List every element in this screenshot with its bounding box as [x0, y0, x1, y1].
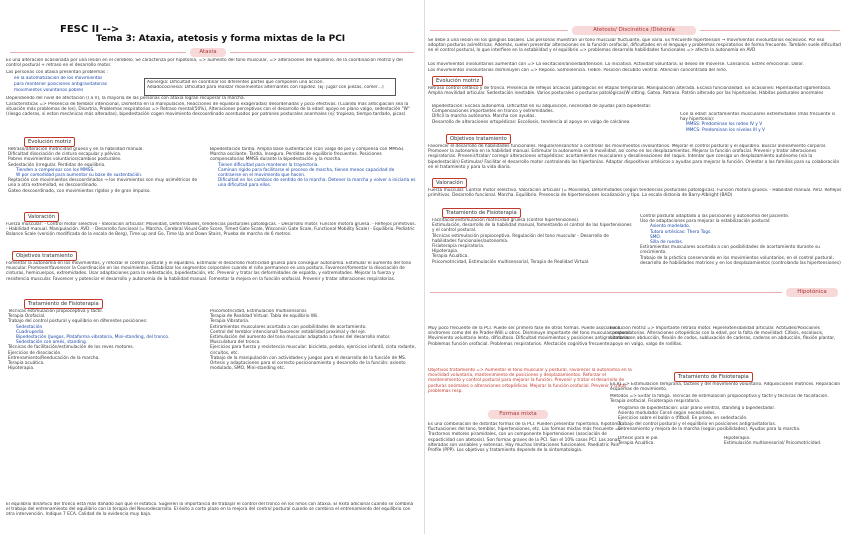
trat-item: Hipoterapia.	[8, 366, 35, 372]
evol-subitem: Dificultad en los cambios de sentido de la marcha. Detener la marcha y volver a iniciarla es una dificultad para ellos.	[218, 178, 416, 189]
section-rule	[230, 52, 414, 53]
evol-subitem: W por comodidad para aumentar su base de sustentación.	[16, 173, 143, 179]
tratamiento-header: Tratamiento de Fisioterapia	[24, 299, 103, 309]
trat-item: Fisioterapia respiratoria.	[432, 244, 485, 250]
atetosis-intro: Se debe a una lesión en los ganglios basales. Las personas muestran un tono muscular fluctuante, que varía. Es frecuente hipertensión → movimientos involuntarios excesivos. Por eso adoptan posturas asimétricas. Además, suelen presentar alteraciones en la función orofacial, dificultades en el lenguaje y problemas respiratorios de forma frecuente. También suele dificultad en el control postural, lo que interfiere en la estabilidad y el equilibrio => problemas desarrollo habilidades funcionales => afecta la autonomía en AVD	[428, 38, 841, 54]
tratamiento-right-list	[640, 214, 842, 278]
hipotonica-trat-bottom-right	[724, 436, 842, 448]
trat-item: Facilitación/estimulación motricidad gruesa (control hipertensiones).	[432, 218, 580, 223]
trat-item: Estimulación, desarrollo de la habilidad manual, fomentando el control de las hipertensiones y el control postural.	[432, 223, 632, 234]
asinergia-def: Asinergia: Dificultad en coordinar los diferentes partes que componen una acción.	[147, 80, 324, 85]
trat-item: Ortesis y adaptaciones para el correcto posicionamiento y desarrollo de la función: asiento modulado, SMO, Mini-standing etc.	[210, 361, 406, 372]
hipotonica-intro: Muy poco frecuente de la PCI. Puede ser primero fase de otros formas. Puede asociarse a síndromes como del de Prader-Willi u otros. Disminuye importante del tono muscular postural. Movimiento voluntario lento, dificultoso. Dificultad movimientos y posiciones antigravitatorias. Problemas función orofacial. Problemas respiratorios. Afectación cognitiva frecuente.	[428, 326, 632, 347]
ataxia-intro: Es una alteración ocasionada por una lesión en el cerebelo. Se caracteriza por hipotonía, => aumento del tono muscular, => alteraciones del equilibrio, de la coordinación motriz y del control postural + retraso en el desarrollo motor.	[6, 58, 403, 69]
trat-item: Trabajo de la práctica conservando en los movimientos voluntarios, en el control postural, desarrollo de habilidades motrices y en los desplazamientos (controlando las hipertensiones)	[640, 255, 841, 266]
hipotonica-trat-metodos: Métodos => Evitar la fatiga. Técnicas de estimulación propioceptiva y táctil y técnicas de facilitación. Terapia orofacial. Fisioterapia respiratoria.	[610, 394, 829, 404]
trat-item: Psicomotricidad, Estimulación multisensorial.	[210, 309, 308, 314]
tratamiento-header: Tratamiento de Fisioterapia	[442, 208, 521, 218]
definitions-box	[144, 78, 396, 96]
evol-subitem: Tienden a compensar con los MMSS.	[16, 167, 95, 173]
trat-item: Ejercicios sobre el balón o (fitball. En prono, en sedestación.	[618, 416, 748, 422]
tratamiento-left-list	[432, 218, 632, 280]
trat-item: Trabajo de la manipulación con actividades y juegos para el desarrollo de la función de MS.	[210, 355, 407, 361]
trat-subitem: Bipedestación (Juegos, Plataforma vibratoria, Mini-standing, del tronco.	[16, 335, 170, 341]
trat-item: Estiramientos musculares acortada a con posibilidades de acortamiento.	[210, 324, 367, 330]
trat-item: Entrenamiento y mejora de la marcha (según posibilidades). Ayudas para la marcha.	[618, 426, 801, 432]
trat-item: Técnicas de facilitación/estimulación de los reves motores.	[8, 345, 135, 351]
trat-item: Trabajo del control postural y el equilibrio en posiciones antigravitatorias.	[618, 421, 777, 427]
valoracion-header: Valoración	[432, 178, 467, 188]
trat-item: Técnicas estimulación propioceptiva y táctil.	[8, 309, 103, 314]
trat-item: Estiramientos musculares acortada a con posibilidades de acortamiento durante su crecimiento.	[640, 245, 820, 256]
ataxia-pill: Ataxia	[190, 48, 226, 57]
evol-item: Retraso/alteración motricidad gruesa y en la habilidad manual.	[8, 147, 144, 152]
trat-item: Terapia Acuática.	[432, 254, 469, 260]
trat-item: Hipoterapia.	[432, 249, 459, 255]
valoracion-header: Valoración	[24, 212, 59, 222]
evol-item: Marcha oscilante. Tardía. Insegura. Perdidas de equilibrio frecuentes. Posiciones compensatorias MMSS durante la bipedestación y la marcha.	[210, 152, 382, 163]
hipotonica-evolucion: Evolución motriz => Importante retraso motor. Hiperextensibilidad articular. Actitudes/Posiciones compensatorias. Alteraciones ortopédicas con la edad, por la falta de movilidad: Cifosis, escoliosis, hombros en abducción, flexión de codos, subluxación de caderas, caderas en abducción, flexión plantar, apoyo en valgo, valgo de rodillas.	[610, 326, 836, 347]
evolucion-left-list	[8, 147, 204, 209]
formas-text: Es una combinación de distintas formas de la PCI. Pueden presentar hipertonía, hipotonía, fluctuaciones del tono, temblor, hipertensiones, etc. Las formas mixtas más frecuente => Trastornos motores piramidales, con un componente hipertensiones (asociación de espasticidad con atetosis). Son formas graves de la PCI. Son el 10% casos PCI. Las zonas alteradas son variables y extensas. Hay muchas limitaciones funcionales. Paediatric Pain Profile (PPP). Los objetivos y tratamiento depende de la sintomatología.	[428, 422, 623, 454]
evol-item: Pobres movimientos voluntarios/cambios posturales.	[8, 157, 122, 163]
section-rule	[430, 292, 782, 293]
hipotonica-trat-bottom-left	[618, 436, 718, 448]
section-rule	[10, 52, 186, 53]
trat-subitem: Cuadrupedia	[16, 329, 44, 335]
trat-item: Terapia acuática.	[8, 361, 45, 367]
trat-item: Programa de bipedestación: usar plano ventral, standing o bipedestador.	[618, 406, 776, 411]
evol-item: Con la edad: acortamientos musculares extremidades (más frecuente si hay hipertonía):	[680, 112, 836, 123]
objetivos-header: Objetivos tratamiento	[12, 251, 77, 261]
section-rule	[430, 30, 568, 31]
evolucion-left-list	[432, 104, 672, 132]
evol-subitem: MMCS: Predominan los niveles III y V	[686, 127, 765, 132]
valoracion-text: Fuerza muscular: - Control motor selectivo - Valoración articular: Movilidad, Deformidades, tendencias posturales patológicas. - Desarrollo motor. Función motora gruesa. - Reflejos primitivos. - Habilidad manual. Manipulación. AVD. - Desarrollo funcional (= Marcha, Cerebral Visual Gate Score, Timed Gate Scale, Wisconsin Gate Scale, Functional Mobility Scale) - Equilibrio. Pediatric Balance Scale (versión modificada de la escala de Berg), Time up and Go, Time Up and Down Stairs, Prueba de marcha de 6 metros.	[6, 222, 416, 238]
evol-item: Desarrollo de alteraciones ortopédicas: Escoliosis, tendencia al apoyo en valgo de calcáneo.	[432, 119, 631, 125]
evol-item: Reptación con movimientos descoordinados → los movimientos son muy asimétricos de una a otra extremidad, es descoordinado.	[8, 178, 198, 189]
evolucion-header: Evolución motriz	[432, 76, 483, 86]
trat-item: Ejercicios para fuerza y resistencia muscular: bicicleta, pedalo, ejercicios infantil, cinta rodante, circuitos, etc.	[210, 345, 416, 356]
evol-item: Difícil la marcha autónoma. Marcha con ayudas.	[432, 114, 536, 120]
course-label: FESC II -->	[60, 24, 120, 35]
trat-item: Psicomotricidad, Estimulación multisensorial, Terapia de Realidad Virtual.	[432, 259, 590, 265]
evol-subitem: Tienen dificultad para mantener la trayectoria.	[218, 162, 319, 168]
aumentan-text: Los movimientos involuntarios aumentan con => La excitación/ansiedad/tensión. La iniciativa. Actividad voluntaria. El deseo de moverse. Cansancio. Estrés emocional. Dolor.	[428, 62, 804, 67]
problem-item: para mantener posiciones antigravitatorias	[14, 82, 108, 87]
disminuyen-text: Los movimientos involuntarios disminuyen con => Reposo. Somnolencia. Fiebre. Posición decúbito ventral. Atención concentrada del niño.	[428, 68, 728, 73]
trat-item: Entrenamiento/Reeducación de la marcha.	[8, 355, 100, 361]
trat-item: Técnicas estimulación propioceptiva. Regulación del tono muscular - Desarrollo de habilidades funcionales/autonomía.	[432, 233, 609, 244]
evol-subitem: Caminan rígido para facilitarse el proceso de marcha, tienen menos capacidad de contraerse en el movimiento que hacen.	[218, 167, 395, 179]
objetivos-text: Fomentar la autonomía en los movimientos, y reforzar el control postural y el equilibrio. Estimular el desarrollo motricidad gruesa para conseguir autonomía. Estimular el aumento del tono muscular. Promover/favorecer la Coordinación en los movimientos. Estabilizar los segmentos corporales cuando el niño permanece en una postura. Favorecer/fomentar la disociación de cinturas, hemicuerpos, extremidades. Usar adaptaciones para la sedestación, bipedestación, etc. Prevenir y tratar las deformidades de espalda, y extremidades. Mejorar la fuerza y resistencia muscular. Favorecer y potenciar el desarrollo y autonomía de la habilidad manual. Fomentar la mejora en la función orofacial. Prevenir y tratar alteraciones respiratorias.	[6, 261, 412, 282]
valoracion-text: Fuerza muscular. Control motor selectivo. Valoración articular (= Movilidad, Deformidades (según tendencias posturales patológicas). Función motora gruesa. - Habilidad manual. AVD. Reflejos primitivos. Desarrollo funcional. Marcha. Equilibrio. Presencia de hipertensiones localización y tipo. La escala distonia de Barry-Albright (BAD)	[428, 188, 842, 199]
hipotonica-trat-list	[618, 406, 842, 434]
trat-subitem: Sedestación	[16, 324, 43, 330]
trat-item: Estimulación multisensorial/ Psicomotricidad.	[724, 441, 822, 447]
trat-item: Terapia Orofacial.	[8, 314, 46, 320]
trat-item: Uso de adaptaciones para mejorar la estabilización postural:	[640, 219, 771, 225]
tratamiento-right-list	[210, 309, 416, 401]
trat-item: Ortesis para el pie.	[618, 436, 659, 441]
hipotonica-objetivos: Objetivos tratamiento => Aumentar el tono muscular y postural. Favorecer la autonomía en la movilidad voluntaria, mantenimiento de posiciones y desplazamientos. Reforzar el mantenimiento y control postural para mejorar la función. Prevenir y tratar el desarrollo de posturas anómalas o alteraciones ortopédicas. Mejorar la función orofacial. Prevenir y tratar problemas resp.	[428, 368, 632, 394]
hipotonica-trat-intro: En RI => Estimulación temprana, táctiles y del movimiento voluntario. Adquisiciones motrices. Reparación esquemas de movimiento.	[610, 382, 841, 392]
trat-subitem: SMO.	[650, 234, 662, 240]
evolucion-intro: Retraso control cefálico y de tronco. Presencia de reflejos arcaicos patológicos en etapas tempranas. Manipulación alterada. Escasa funcionalidad. En ocasiones: Hiperlaxitud ligamentosa. Amplía movilidad articular. Sedestación inestable. Varios posturales o posturas patológicas(W sitting. Gateo. Retraso. Patrón alterado por las hipertonías. Hábitos posturales anormales	[428, 86, 832, 97]
evolucion-right-list	[210, 147, 416, 209]
trat-item: Hipoterapia.	[724, 436, 751, 441]
evolucion-right-list	[680, 112, 842, 132]
page-title: Tema 3: Ataxia, atetosis y forma mixtas de la PCI	[96, 34, 346, 44]
problem-item: en la automatización de los movimientos	[14, 76, 103, 81]
tratamiento-left-list	[8, 309, 204, 401]
trat-subitem: Sedestación con amés, standing.	[16, 340, 88, 346]
trat-subitem: Asiento modelado.	[650, 224, 691, 230]
trat-item: Terapia de Realidad Virtual. Tabla de equilibrio Wii.	[210, 314, 319, 320]
evol-item: Dificultad disociación de cintura escapular y pélvica.	[8, 152, 122, 158]
section-rule	[700, 30, 840, 31]
objetivos-header: Objetivos tratamiento	[446, 134, 511, 144]
trat-item: Ejercicios de disociación.	[8, 350, 62, 356]
evol-item: Bipedestación tardía. Amplía base sustentación (con valgo de pie y compensa con MMSS).	[210, 147, 405, 152]
trat-item: Estimulación del aumento del tono muscular adaptado a fases del desarrollo motor. Musculatura del tronco.	[210, 335, 391, 346]
trat-item: Terapia Vibratoria.	[210, 319, 250, 325]
right-column	[424, 0, 848, 534]
dependency-text: Dependiendo del nivel de afectación (I a V), la mayoría de las personas con ataxia logran recuperar la marcha.	[6, 96, 245, 101]
problem-item: movimientos voluntarios pobres	[14, 88, 84, 93]
atetosis-pill: Atetosis/ Discinética /Distonía	[572, 26, 696, 35]
evol-item: Bipedestación: Escasa autonomía. Dificultad en su adquisición, necesidad de ayudas para bipedestar. Compensaciones importantes en tronco y extremidades.	[432, 104, 652, 115]
trat-item: Terapia Acuática.	[618, 441, 655, 447]
trat-subitem: Silla de ruedas.	[650, 240, 684, 246]
evol-item: Gateo descoordinado, con movimientos rígidos y de gran impulso.	[8, 188, 151, 194]
trat-item: Control postural adaptado a las posiciones y autonomía del paciente.	[640, 214, 790, 219]
adiadococinesia-def: Adiadococinesia: Dificultad para realizar movimientos alternantes con rapidez. (Ej: jugar con piezas, comer…)	[147, 85, 384, 91]
evolucion-header: Evolución motriz	[24, 137, 75, 147]
caracteristicas-text: Características => Presencia de temblor intencional, Dismetría en la manipulación, Reacciones de equilibrio exageradas/ desordenadas y poco efectivas. (Cuando más anticipación sea la situación más problemas de los), Disartria, Problemas respiratorios => Retraso mental(50%), Alteraciones perceptivas con el desarrollo de la edad: apoyo en plano valgo, sedestación "W" (riesgo caderas, si eston mecánicas más alteradas), bipedestación cogen movimiento descoordinado acentuados por patrones posturales anormales (ej: tropiezo, tiempo tardado, picas)	[6, 102, 410, 118]
trat-item: Asiento modulado/ Corsé según necesidades.	[618, 411, 716, 417]
trat-item: Control del temblor intencional/ favorecer estabilidad proximal y del eje.	[210, 329, 366, 335]
objetivos-text: Favorecer el desarrollo de habilidades funcionales. Regular/ensanchar a controlar los movimientos involuntarios. Mejorar el control postural y el equilibrio. Buscar alineamiento corporal. Promover la autonomía en la habilidad manual. Estimular la autonomía en la movilidad, así como en los desplazamientos. Mejorar la función orofacial. Prevenir y tratar alteraciones respiratorias. Prevenir/tratar/ corregir alteraciones ortopédicas: acortamientos musculares y desalineaciones del raquis. Intentar que consiga un desplazamiento autónomo (vía la bipedestación) Estimular/ Facilitar el desarrollo motor controlando las hipertonías. Adaptar dispositivos ortésicos o ayudas para mejorar la función. Orientar a las familias para su colaboración en el tratamiento y para la vida diaria.	[428, 144, 840, 170]
formas-pill: Formas mixta	[488, 410, 548, 419]
hipotonica-tratamiento-header: Tratamiento de Fisioterapia	[674, 372, 753, 382]
trat-subitem: Tutora ortésicas: Thera Togs.	[650, 229, 712, 235]
ataxia-footer: El equilibrio dinámico del tronco está más dañado aún que el estático. Sugieren la importancia de trabajar el control del tronco en los niños con ataxia. El éxito adicional cuando se combina el trabajo del entrenamiento del equilibrio con la terapia del Neurodesarrollo. El éxito a corto plazo en la mejora del control postural cuando se combina el entrenamiento del equilibrio con otra intervención. Indique 7 ECA. Calidad de la evidencia muy baja.	[6, 502, 414, 518]
hipotonica-pill: Hipotónica	[786, 288, 838, 297]
ataxia-intro-2: Las personas con ataxia presentan problemas :	[6, 70, 108, 75]
trat-item: Trabajo del control postural y equilibrio en diferentes posiciones:	[8, 319, 148, 325]
evol-subitem: MMSS: Predominan los rodeo IV y V	[686, 122, 763, 128]
evol-item: Sedestación (irregular. Perdidas de equilibrio.	[8, 162, 106, 168]
